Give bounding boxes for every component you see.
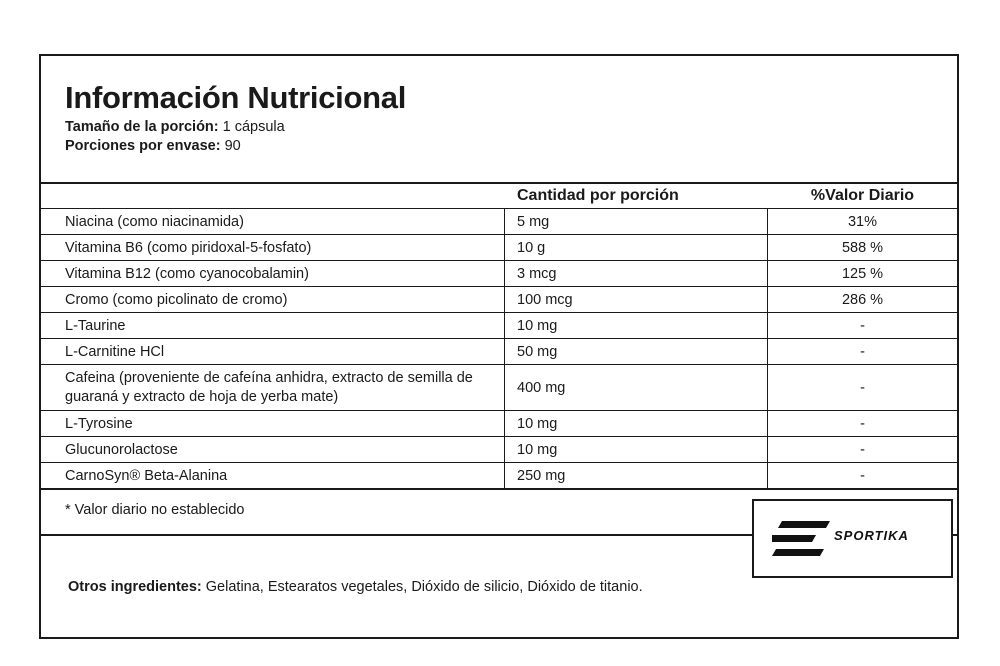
nutrient-daily-value: -	[860, 467, 865, 484]
serving-size-label: Tamaño de la porción:	[65, 119, 219, 135]
header-daily-value: %Valor Diario	[810, 187, 915, 204]
nutrition-table	[41, 182, 957, 490]
nutrient-daily-value: -	[860, 415, 865, 432]
nutrient-daily-value: 125 %	[841, 265, 884, 282]
nutrient-name: Vitamina B12 (como cyanocobalamin)	[41, 261, 505, 286]
table-row	[41, 235, 957, 261]
daily-value-footnote: * Valor diario no establecido	[65, 502, 245, 518]
nutrient-amount: 5 mg	[505, 209, 768, 234]
nutrient-name: Niacina (como niacinamida)	[41, 209, 505, 234]
servings-per-container-value: 90	[224, 138, 241, 154]
nutrient-name: Cafeina (proveniente de cafeína anhidra, extracto de semilla de guaraná y extracto de hoja de yerba mate)	[41, 365, 505, 410]
table-row	[41, 365, 957, 411]
table-row	[41, 411, 957, 437]
nutrient-name: Glucunorolactose	[41, 437, 505, 462]
sportika-logo-icon	[772, 521, 830, 557]
servings-per-container-label: Porciones por envase:	[65, 138, 221, 154]
nutrition-facts-panel	[39, 54, 959, 639]
nutrient-amount: 100 mcg	[505, 287, 768, 312]
nutrient-name: CarnoSyn® Beta-Alanina	[41, 463, 505, 488]
nutrient-name: L-Carnitine HCl	[41, 339, 505, 364]
nutrient-amount: 250 mg	[505, 463, 768, 488]
serving-size-value: 1 cápsula	[222, 119, 285, 135]
header-amount: Cantidad por porción	[517, 187, 679, 204]
other-ingredients	[68, 579, 643, 595]
nutrient-daily-value: -	[860, 317, 865, 334]
table-row	[41, 313, 957, 339]
other-ingredients-value: Gelatina, Estearatos vegetales, Dióxido de silicio, Dióxido de titanio.	[205, 579, 643, 595]
nutrient-daily-value: 588 %	[841, 239, 884, 256]
table-row	[41, 339, 957, 365]
other-ingredients-label: Otros ingredientes:	[68, 579, 202, 595]
nutrient-daily-value: 31%	[847, 213, 878, 230]
nutrient-name: Vitamina B6 (como piridoxal-5-fosfato)	[41, 235, 505, 260]
nutrient-daily-value: 286 %	[841, 291, 884, 308]
nutrient-amount: 10 mg	[505, 411, 768, 436]
nutrient-daily-value: -	[860, 441, 865, 458]
nutrient-name: L-Taurine	[41, 313, 505, 338]
nutrient-amount: 10 g	[505, 235, 768, 260]
brand-logo-box	[752, 499, 953, 578]
table-row	[41, 261, 957, 287]
table-row	[41, 287, 957, 313]
table-row	[41, 463, 957, 488]
table-row	[41, 209, 957, 235]
brand-logo-text: SPORTIKA	[834, 528, 909, 543]
nutrient-amount: 50 mg	[505, 339, 768, 364]
table-row	[41, 437, 957, 463]
nutrient-name: Cromo (como picolinato de cromo)	[41, 287, 505, 312]
table-header-row	[41, 184, 957, 209]
nutrient-amount: 400 mg	[505, 365, 768, 410]
page-title: Información Nutricional	[65, 80, 407, 115]
nutrient-daily-value: -	[860, 343, 865, 360]
serving-size	[65, 119, 285, 135]
nutrient-amount: 10 mg	[505, 313, 768, 338]
nutrient-amount: 3 mcg	[505, 261, 768, 286]
nutrient-amount: 10 mg	[505, 437, 768, 462]
nutrient-name: L-Tyrosine	[41, 411, 505, 436]
header-name	[41, 184, 505, 208]
nutrient-daily-value: -	[860, 379, 865, 396]
servings-per-container	[65, 138, 241, 154]
